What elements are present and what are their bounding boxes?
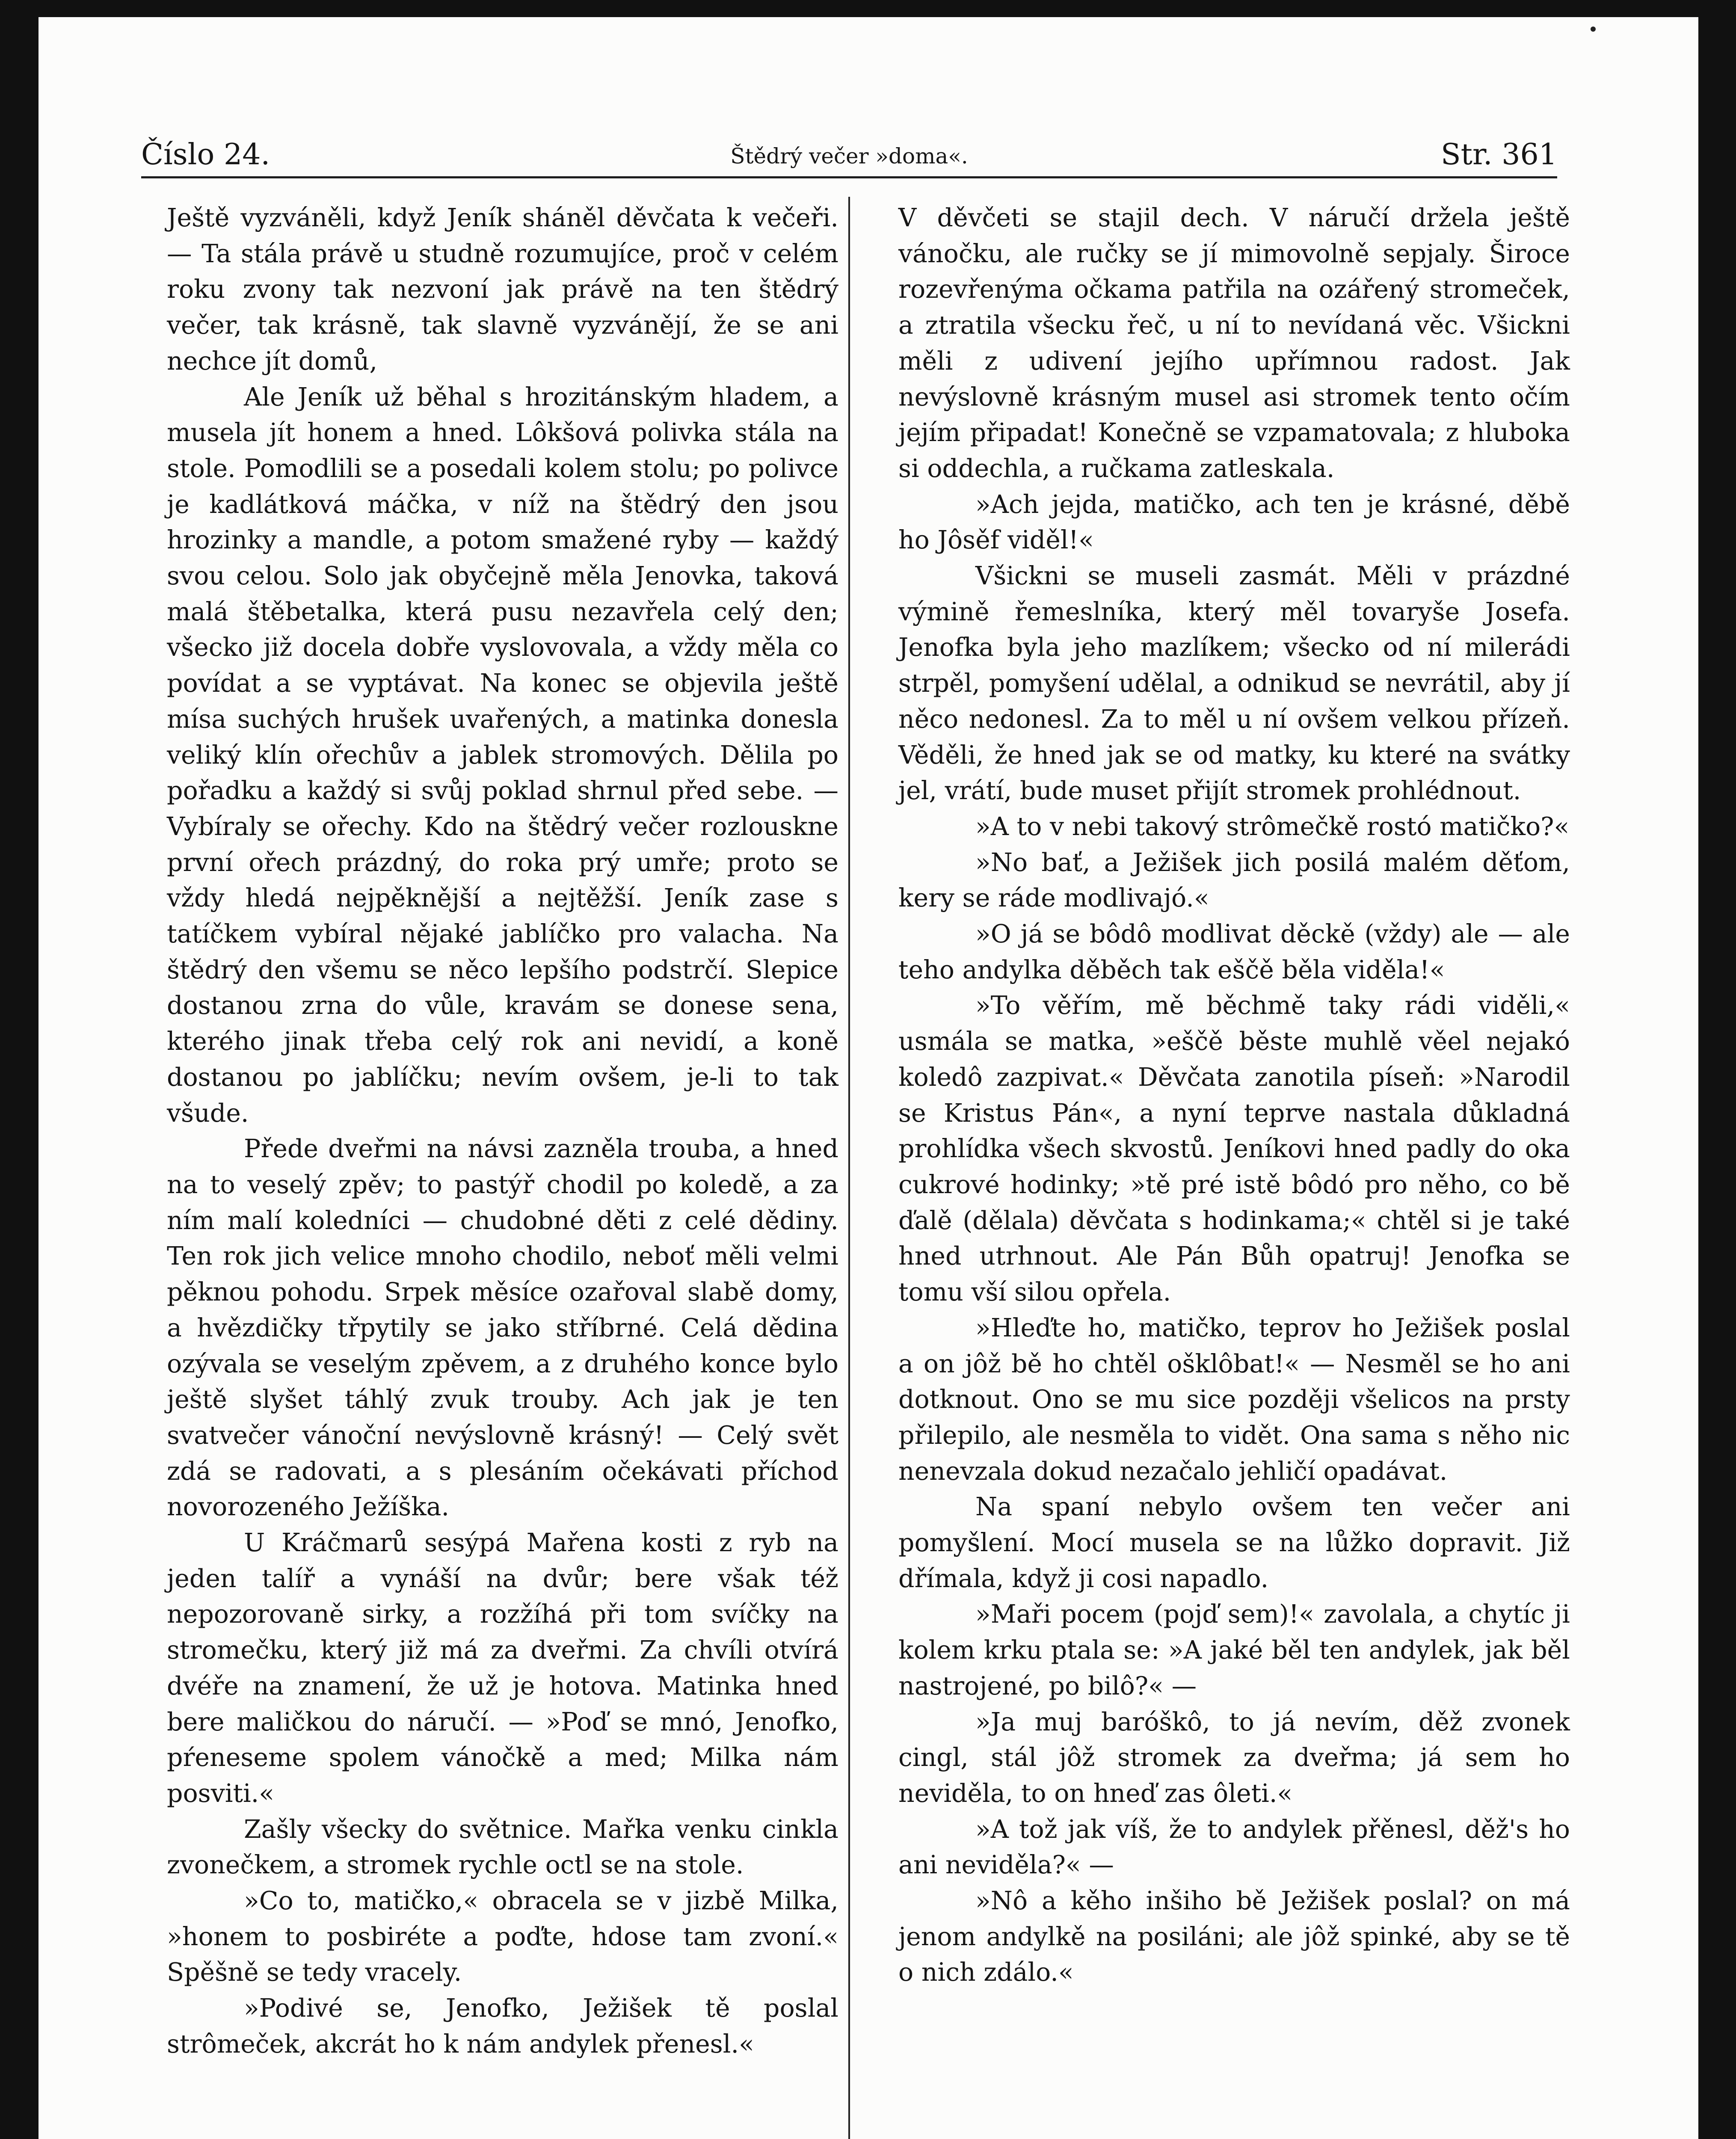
paragraph: Ale Jeník už běhal s hrozitánským hladem, a musela jít honem a hned. Lôkšová polivka stála na stole. Pomodlili se a posedali kolem stolu; po polivce je kadlátková máčka, v níž na štědrý den jsou hrozinky a mandle, a potom smažené ryby — každý svou celou. Solo jak obyčejně měla Jenovka, taková malá štěbetalka, která pusu nezavřela celý den; všecko již docela dobře vyslovovala, a vždy měla co povídat a se vyptávat. Na konec se objevila ještě mísa suchých hrušek uvařených, a matinka donesla veliký klín ořechův a jablek stromových. Dělila po pořadku a každý si svůj poklad shrnul před sebe. — Vybíraly se ořechy. Kdo na štědrý večer rozlouskne první ořech prázdný, do roka prý umře; proto se vždy hledá nejpěknější a nejtěžší. Jeník zase s tatíčkem vybíral nějaké jablíčko pro valacha. Na štědrý den všemu se něco lepšího podstrčí. Slepice dostanou zrna do vůle, kravám se donese sena, kterého jinak třeba celý rok ani nevidí, a koně dostanou po jablíčku; nevím ovšem, je-li to tak všude. xyxy=(167,382,838,1128)
paragraph: Všickni se museli zasmát. Měli v prázdné výmině řemeslníka, který měl tovaryše Josefa. Jenofka byla jeho mazlíkem; všecko od ní milerádi strpěl, pomyšení udělal, a odnikud se nevrátil, aby jí něco nedonesl. Za to měl u ní ovšem velkou přízeň. Věděli, že hned jak se od matky, ku které na svátky jel, vrátí, bude muset přijít stromek prohlédnout. xyxy=(898,561,1570,806)
scan-speck xyxy=(1591,27,1596,32)
paragraph: »O já se bôdô modlivat děckě (vždy) ale — ale teho andylka děběch tak eščě běla viděla!« xyxy=(898,919,1570,984)
paragraph: »A tož jak víš, že to andylek přěnesl, děž's ho ani neviděla?« — xyxy=(898,1814,1570,1880)
paragraph: Zašly všecky do světnice. Mařka venku cinkla zvonečkem, a stromek rychle octl se na stole. xyxy=(167,1814,838,1880)
paragraph: Ještě vyzváněli, když Jeník sháněl děvčata k večeři. — Ta stála právě u studně rozumujíce, proč v celém roku zvony tak nezvoní jak právě na ten štědrý večer, tak krásně, tak slavně vyzvánějí, že se ani nechce jít domů, xyxy=(167,203,838,376)
paragraph: U Kráčmarů sesýpá Mařena kosti z ryb na jeden talíř a vynáší na dvůr; bere však též nepozorovaně sirky, a rozžíhá při tom svíčky na stromečku, který již má za dveřmi. Za chvíli otvírá dvéře na znamení, že už je hotova. Matinka hned bere maličkou do náručí. — »Poď se mnó, Jenofko, pŕeneseme spolem vánočkě a med; Milka nám posviti.« xyxy=(167,1528,838,1808)
column-divider xyxy=(848,197,850,2139)
paragraph: »Ach jejda, matičko, ach ten je krásné, děbě ho Jôsěf viděl!« xyxy=(898,489,1570,555)
paragraph: Na spaní nebylo ovšem ten večer ani pomyšlení. Mocí musela se na lůžko dopravit. Již dřímala, když ji cosi napadlo. xyxy=(898,1492,1570,1593)
paragraph: »Nô a kěho inšiho bě Ježišek poslal? on má jenom andylkě na posiláni; ale jôž spinké, aby se tě o nich zdálo.« xyxy=(898,1886,1570,1987)
scan-border-right xyxy=(1698,0,1736,2139)
running-header xyxy=(141,138,1557,172)
header-rule xyxy=(141,176,1557,178)
running-title: Štědrý večer »doma«. xyxy=(730,144,968,169)
paragraph: »No bať, a Ježišek jich posilá malém děťom, kery se ráde modlivajó.« xyxy=(898,847,1570,913)
scan-border-left xyxy=(0,0,39,2139)
paragraph: »Maři pocem (pojď sem)!« zavolala, a chytíc ji kolem krku ptala se: »A jaké běl ten andylek, jak běl nastrojené, po bilô?« — xyxy=(898,1600,1570,1701)
issue-number: Číslo 24. xyxy=(141,138,270,172)
scan-border-top xyxy=(0,0,1736,17)
paragraph: »Co to, matičko,« obracela se v jizbě Milka, »honem to posbiréte a poďte, hdose tam zvoní.« Spěšně se tedy vracely. xyxy=(167,1886,838,1987)
paragraph: Přede dveřmi na návsi zazněla trouba, a hned na to veselý zpěv; to pastýř chodil po koledě, a za ním malí koledníci — chudobné děti z celé dědiny. Ten rok jich velice mnoho chodilo, neboť měli velmi pěknou pohodu. Srpek měsíce ozařoval slabě domy, a hvězdičky třpytily se jako stříbrné. Celá dědina ozývala se veselým zpěvem, a z druhého konce bylo ještě slyšet táhlý zvuk trouby. Ach jak je ten svatvečer vánoční nevýslovně krásný! — Celý svět zdá se radovati, a s plesáním očekávati příchod novorozeného Ježíška. xyxy=(167,1134,838,1522)
paragraph: »To věřím, mě běchmě taky rádi viděli,« usmála se matka, »eščě běste muhlě věel nejakó koledô zazpivat.« Děvčata zanotila píseň: »Narodil se Kristus Pán«, a nyní teprve nastala důkladná prohlídka všech skvostů. Jeníkovi hned padly do oka cukrové hodinky; »tě pré istě bôdó pro něho, co bě ďalě (dělala) děvčata s hodinkama;« chtěl si je také hned utrhnout. Ale Pán Bůh opatruj! Jenofka se tomu vší silou opřela. xyxy=(898,991,1570,1307)
left-column xyxy=(167,200,838,2062)
paragraph: V děvčeti se stajil dech. V náručí držela ještě vánočku, ale ručky se jí mimovolně sepjaly. Široce rozevřenýma očkama patřila na ozářený stromeček, a ztratila všecku řeč, u ní to nevídaná věc. Všickni měli z udivení jejího upřímnou radost. Jak nevýslovně krásným musel asi stromek tento očím jejím připadat! Konečně se vzpamatovala; z hluboka si oddechla, a ručkama zatleskala. xyxy=(898,203,1570,483)
right-column xyxy=(898,200,1570,1991)
paragraph: »Ja muj baróškô, to já nevím, děž zvonek cingl, stál jôž stromek za dveřma; já sem ho neviděla, to on hneď zas ôleti.« xyxy=(898,1707,1570,1808)
page-number: Str. 361 xyxy=(1441,138,1557,172)
paragraph: »A to v nebi takový strômečkě rostó matičko?« xyxy=(975,812,1570,841)
paragraph: »Hleďte ho, matičko, teprov ho Ježišek poslal a on jôž bě ho chtěl ošklôbat!« — Nesměl se ho ani dotknout. Ono se mu sice později všelicos na prsty přilepilo, ale nesměla to vidět. Ona sama s něho nic nenevzala dokud nezačalo jehličí opadávat. xyxy=(898,1313,1570,1486)
paragraph: »Podivé se, Jenofko, Ježišek tě poslal strômeček, akcrát ho k nám andylek přenesl.« xyxy=(167,1994,838,2059)
